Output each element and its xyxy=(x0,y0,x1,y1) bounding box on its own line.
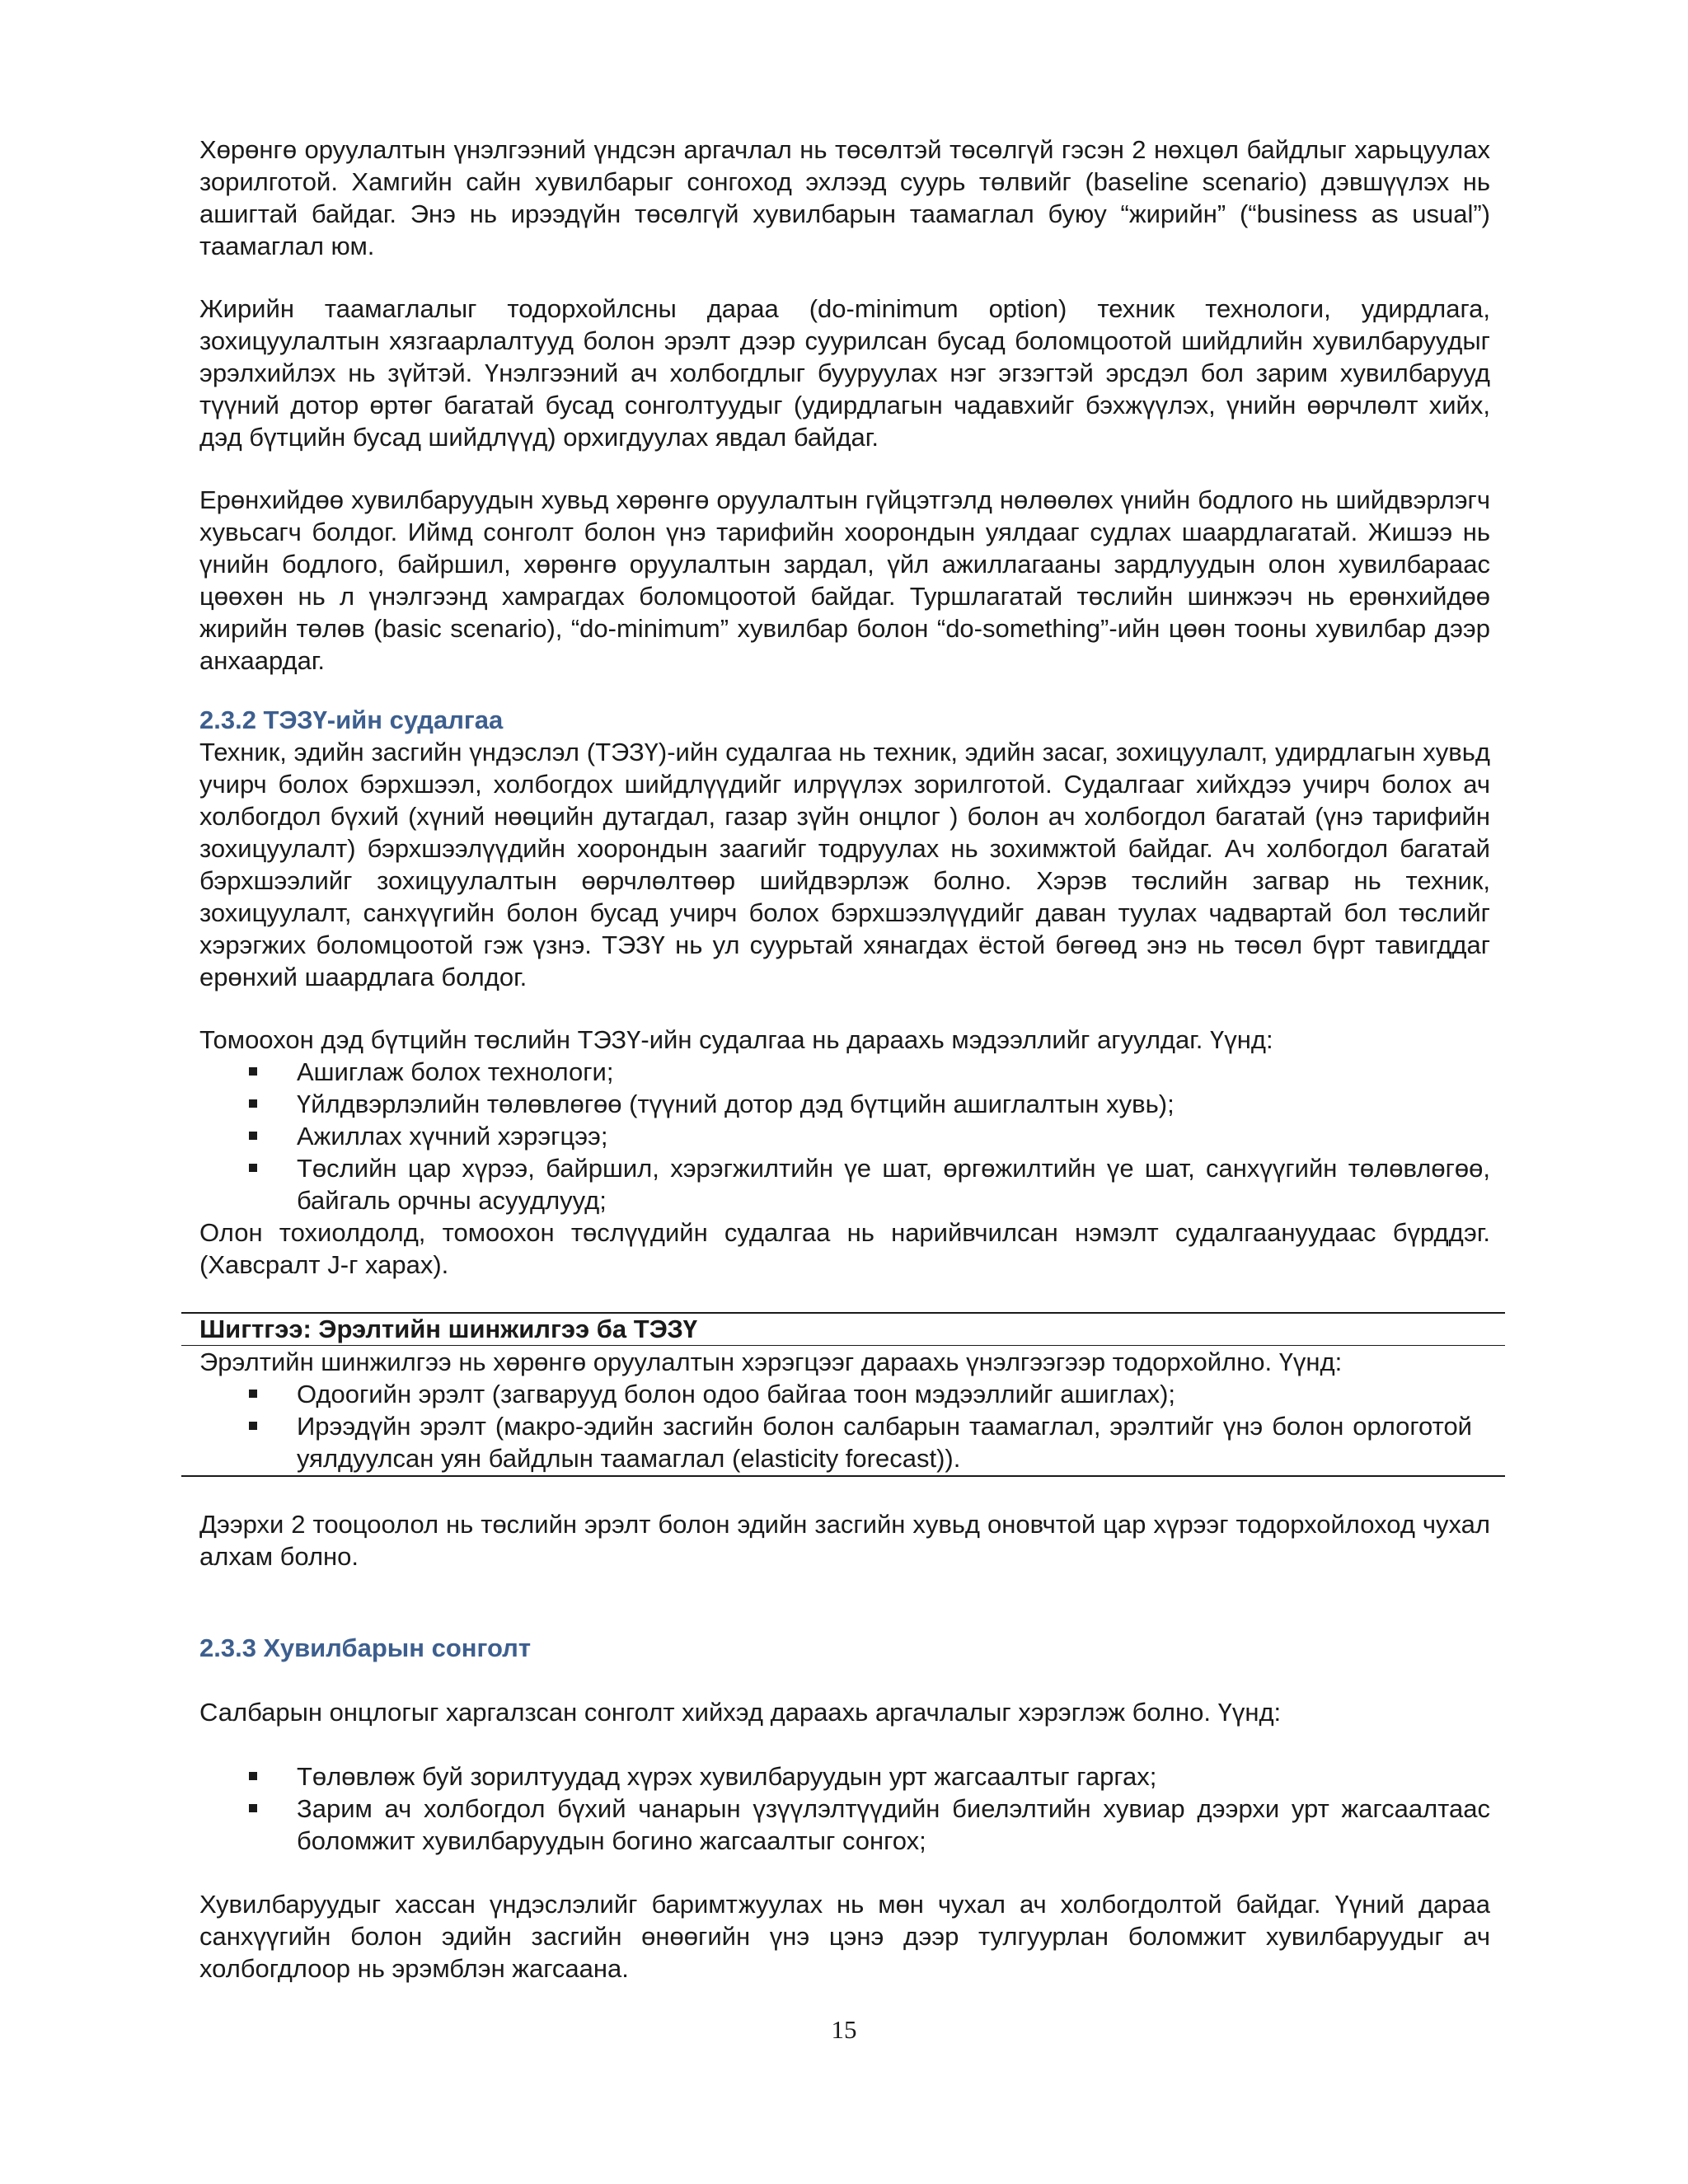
heading-2-3-3: 2.3.3 Хувилбарын сонголт xyxy=(199,1633,532,1662)
paragraph-price-policy: Ерөнхийдөө хувилбаруудын хувьд хөрөнгө оруулалтын гүйцэтгэлд нөлөөлөх үнийн бодлого нь шийдвэрлэгч хувьсагч болдог. Иймд сонголт болон үнэ тарифийн хоорондын уялдааг судлах шаардлагатай. Жишээ нь үнийн бодлого, байршил, хөрөнгө оруулалтын зардал, үйл ажиллагааны зардлуудын олон хувилбараас цөөхөн нь л үнэлгээнд хамрагдах боломцоотой байдаг. Туршлагатай төслийн шинжээч нь ерөнхийдөө жирийн төлөв (basic scenario), “do-minimum” хувилбар болон “do-something”-ийн цөөн тооны хувилбар дээр анхаардаг. xyxy=(199,485,1490,675)
paragraph-detailed-studies: Олон тохиолдолд, томоохон төслүүдийн судалгаа нь нарийвчилсан нэмэлт судалгаануудаас бүрддэг. (Хавсралт J-г харах). xyxy=(199,1218,1490,1279)
paragraph-sector-selection: Салбарын онцлогыг харгалзсан сонголт хийхэд дараахь аргачлалыг хэрэглэж болно. Үүнд: xyxy=(199,1698,1282,1727)
box-intro: Эрэлтийн шинжилгээ нь хөрөнгө оруулалтын хэрэгцээг дараахь үнэлгээгээр тодорхойлно. Үүнд: xyxy=(199,1347,1343,1376)
list-item: Үйлдвэрлэлийн төлөвлөгөө (түүний дотор дэд бүтцийн ашиглалтын хувь); xyxy=(199,1088,1490,1120)
box-title: Шигтгээ: Эрэлтийн шинжилгээ ба ТЭЗҮ xyxy=(181,1314,1505,1346)
bullet-icon xyxy=(249,1804,257,1812)
paragraph-feasibility-study: Техник, эдийн засгийн үндэслэл (ТЭЗҮ)-ийн судалгаа нь техник, эдийн засаг, зохицуулалт, удирдлагын хувьд учирч болох бэрхшээл, холбогдох шийдлүүдийг илрүүлэх зорилготой. Судалгааг хийхдээ учирч болох ач холбогдол бүхий (хүний нөөцийн дутагдал, газар зүйн онцлог ) болон ач холбогдол багатай (үнэ тарифийн зохицуулалт) бэрхшээлүүдийн хоорондын заагийг тодруулах нь зохимжтой байдаг. Ач холбогдол багатай бэрхшээлийг зохицуулалтын өөрчлөлтөөр шийдвэрлэж болно. Хэрэв төслийн загвар нь техник, зохицуулалт, санхүүгийн болон бусад учирч болох бэрхшээлүүдийг даван туулах чадвартай бол төслийг хэрэгжих боломцоотой гэж үзнэ. ТЭЗҮ нь ул суурьтай хянагдах ёстой бөгөөд энэ нь төсөл бүрт тавигддаг ерөнхий шаардлага болдог. xyxy=(199,738,1490,991)
page-content xyxy=(199,134,1490,1985)
sidebar-box-demand-analysis xyxy=(181,1312,1505,1477)
bullet-icon xyxy=(249,1390,257,1398)
box-list xyxy=(199,1378,1472,1474)
paragraph-ranking: Хувилбаруудыг хассан үндэслэлийг баримтжуулах нь мөн чухал ач холбогдолтой байдаг. Үүний дараа санхүүгийн болон эдийн засгийн өнөөгийн үнэ цэнэ дээр тулгуурлан боломжит хувилбаруудыг ач холбогдлоор нь эрэмблэн жагсаана. xyxy=(199,1890,1490,1983)
box-body xyxy=(181,1346,1505,1475)
paragraph-baseline: Хөрөнгө оруулалтын үнэлгээний үндсэн аргачлал нь төсөлтэй төсөлгүй гэсэн 2 нөхцөл байдлыг харьцуулах зорилготой. Хамгийн сайн хувилбарыг сонгоход эхлээд суурь төлвийг (baseline scenario) дэвшүүлэх нь ашигтай байдаг. Энэ нь ирээдүйн төсөлгүй хувилбарын таамаглал буюу “жирийн” (“business as usual”) таамаглал юм. xyxy=(199,135,1490,260)
heading-2-3-2: 2.3.2 ТЭЗҮ-ийн судалгаа xyxy=(199,705,504,734)
paragraph-two-calculations: Дээрхи 2 тооцоолол нь төслийн эрэлт болон эдийн засгийн хувьд оновчтой цар хүрээг тодорхойлоход чухал алхам болно. xyxy=(199,1510,1490,1571)
list-item: Ашиглаж болох технологи; xyxy=(199,1056,1490,1088)
selection-steps-list xyxy=(199,1760,1490,1857)
bullet-icon xyxy=(249,1772,257,1780)
bullet-icon xyxy=(249,1132,257,1140)
bullet-icon xyxy=(249,1099,257,1108)
list-item: Одоогийн эрэлт (загварууд болон одоо байгаа тоон мэдээллийг ашиглах); xyxy=(199,1378,1472,1410)
paragraph-feasibility-contents: Томоохон дэд бүтцийн төслийн ТЭЗҮ-ийн судалгаа нь дараахь мэдээллийг агуулдаг. Үүнд: xyxy=(199,1025,1273,1054)
list-item: Зарим ач холбогдол бүхий чанарын үзүүлэлтүүдийн биелэлтийн хувиар дээрхи урт жагсаалтаас боломжит хувилбаруудын богино жагсаалтыг сонгох; xyxy=(199,1793,1490,1857)
paragraph-do-minimum: Жирийн таамаглалыг тодорхойлсны дараа (do-minimum option) техник технологи, удирдлага, зохицуулалтын хязгаарлалтууд болон эрэлт дээр суурилсан бусад боломцоотой шийдлийн хувилбаруудыг эрэлхийлэх нь зүйтэй. Үнэлгээний ач холбогдлыг бууруулах нэг эгзэгтэй эрсдэл бол зарим хувилбарууд түүний дотор өртөг багатай бусад сонголтуудыг (удирдлагын чадавхийг бэхжүүлэх, үнийн өөрчлөлт хийх, дэд бүтцийн бусад шийдлүүд) орхигдуулах явдал байдаг. xyxy=(199,294,1490,452)
list-item: Ажиллах хүчний хэрэгцээ; xyxy=(199,1120,1490,1152)
bullet-icon xyxy=(249,1422,257,1430)
feasibility-contents-list xyxy=(199,1056,1490,1216)
page-number: 15 xyxy=(831,2015,857,2044)
bullet-icon xyxy=(249,1164,257,1172)
list-item: Төлөвлөж буй зорилтуудад хүрэх хувилбаруудын урт жагсаалтыг гаргах; xyxy=(199,1760,1490,1793)
list-item: Төслийн цар хүрээ, байршил, хэрэгжилтийн үе шат, өргөжилтийн үе шат, санхүүгийн төлөвлөгөө, байгаль орчны асуудлууд; xyxy=(199,1152,1490,1216)
bullet-icon xyxy=(249,1067,257,1076)
list-item: Ирээдүйн эрэлт (макро-эдийн засгийн болон салбарын таамаглал, эрэлтийг үнэ болон орлоготой уялдуулсан уян байдлын таамаглал (elasticity forecast)). xyxy=(199,1410,1472,1474)
